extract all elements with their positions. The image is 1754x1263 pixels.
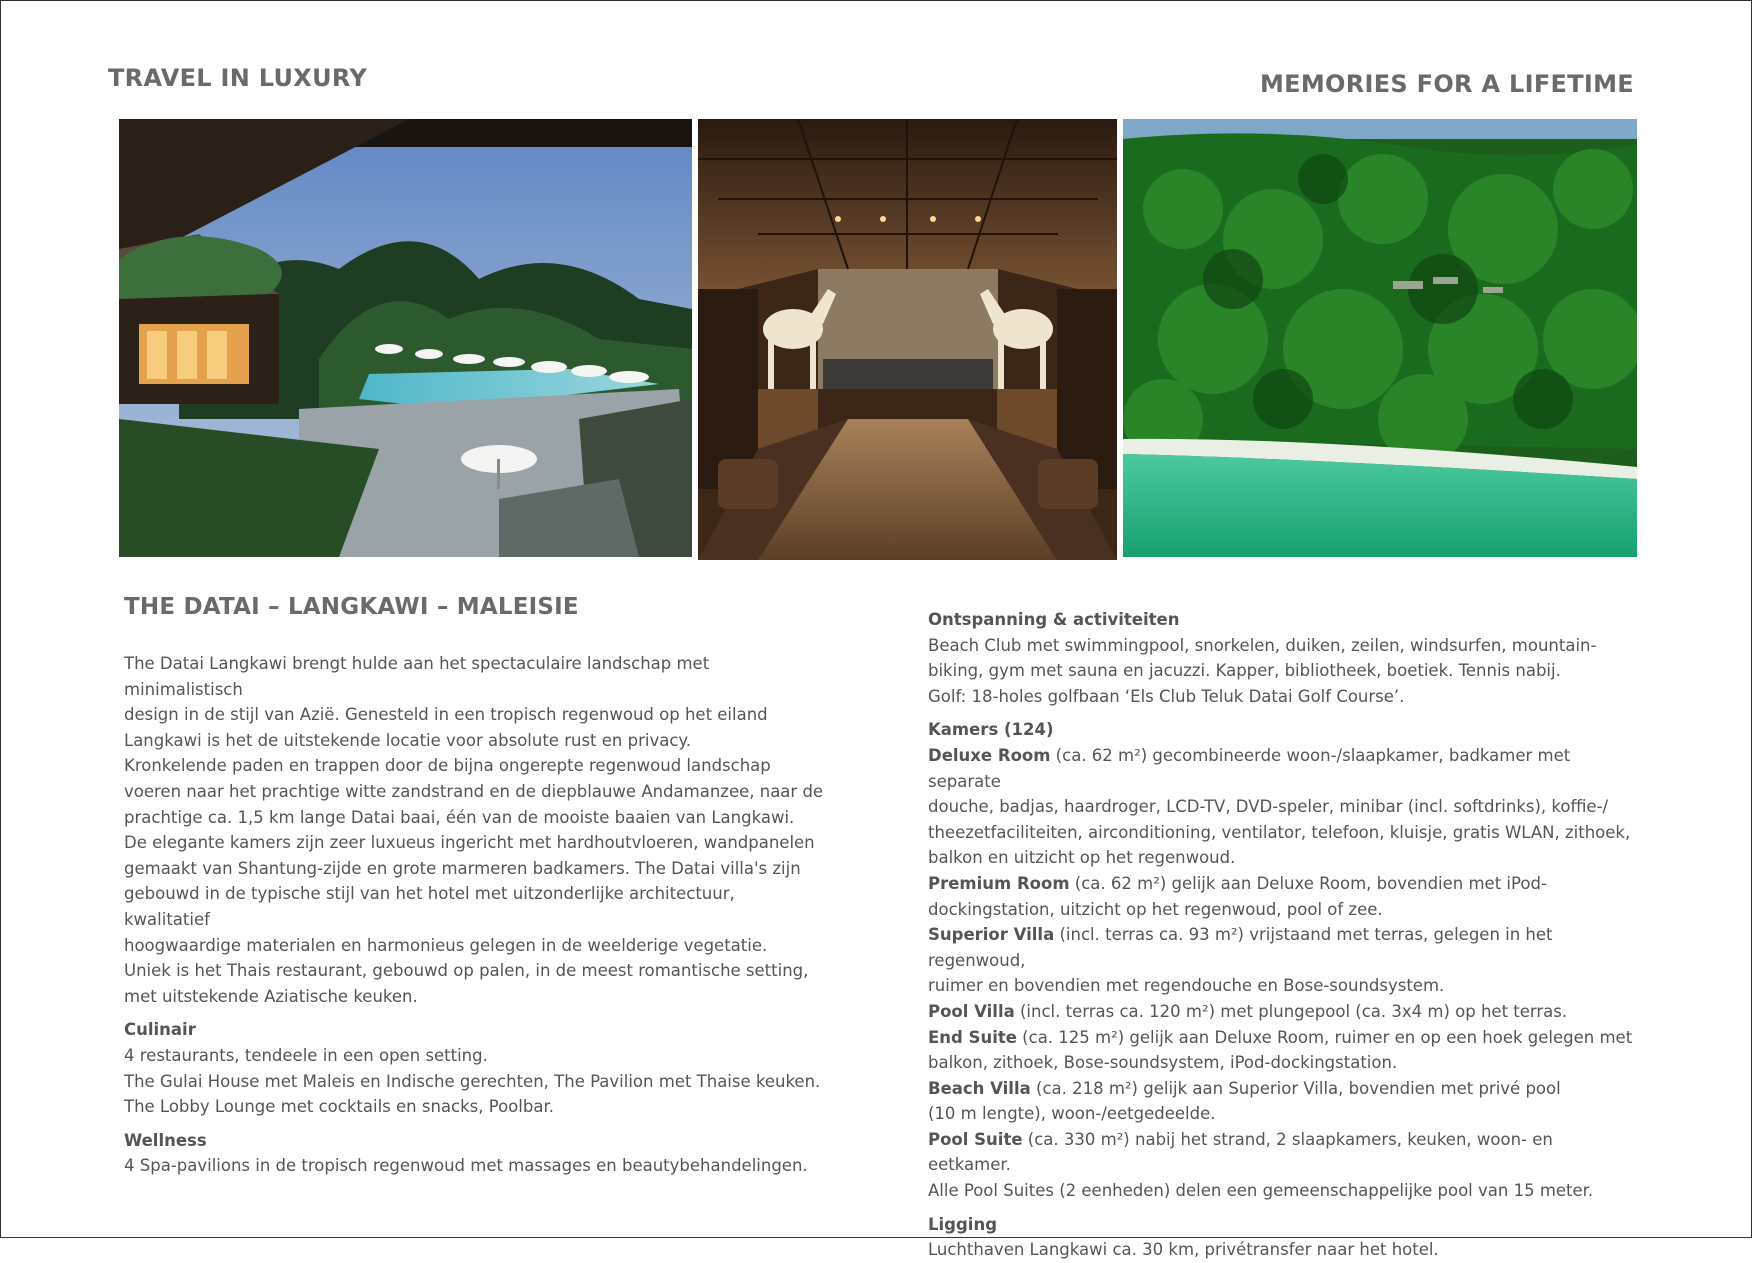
ligging-section	[928, 1212, 1638, 1263]
ontspanning-line: biking, gym met sauna en jacuzzi. Kapper, bibliotheek, boetiek. Tennis nabij.	[928, 661, 1561, 681]
kamers-section	[928, 717, 1638, 1203]
culinair-line: 4 restaurants, tendeele in een open setting.	[124, 1045, 488, 1065]
room-entry	[928, 922, 1638, 973]
room-name: Pool Suite	[928, 1129, 1023, 1149]
room-name: Deluxe Room	[928, 745, 1051, 765]
room-entry	[928, 1076, 1638, 1102]
ligging-heading: Ligging	[928, 1214, 998, 1234]
room-description: (incl. terras ca. 93 m²) vrijstaand met terras, gelegen in het regenwoud,	[928, 925, 1553, 970]
kamers-heading: Kamers (124)	[928, 720, 1054, 740]
room-entry	[928, 1025, 1638, 1051]
room-description-line: Alle Pool Suites (2 eenheden) delen een gemeenschappelijke pool van 15 meter.	[928, 1181, 1594, 1201]
room-description-line: ruimer en bovendien met regendouche en Bose-soundsystem.	[928, 976, 1445, 996]
room-entry	[928, 1127, 1638, 1178]
room-name: Premium Room	[928, 873, 1070, 893]
wellness-line: 4 Spa-pavilions in de tropisch regenwoud met massages en beautybehandelingen.	[124, 1156, 808, 1176]
intro-line: met uitstekende Aziatische keuken.	[124, 986, 418, 1006]
wellness-heading: Wellness	[124, 1130, 207, 1150]
ontspanning-section	[928, 607, 1638, 709]
culinair-heading: Culinair	[124, 1020, 196, 1040]
culinair-line: The Gulai House met Maleis en Indische gerechten, The Pavilion met Thaise keuken.	[124, 1071, 821, 1091]
ontspanning-line: Beach Club met swimmingpool, snorkelen, duiken, zeilen, windsurfen, mountain-	[928, 635, 1597, 655]
intro-paragraph	[124, 651, 824, 1009]
wellness-section	[124, 1128, 824, 1179]
intro-line: design in de stijl van Azië. Genesteld in een tropisch regenwoud op het eiland	[124, 705, 768, 725]
rainforest-beach-photo	[1123, 119, 1637, 557]
room-entry	[928, 871, 1638, 897]
room-name: Superior Villa	[928, 925, 1055, 945]
intro-line: The Datai Langkawi brengt hulde aan het spectaculaire landschap met minimalistisch	[124, 654, 710, 699]
culinair-section	[124, 1017, 824, 1119]
resort-pool-photo	[119, 119, 692, 557]
ligging-line: Luchthaven Langkawi ca. 30 km, privétransfer naar het hotel.	[928, 1240, 1439, 1260]
room-description-line: balkon en uitzicht op het regenwoud.	[928, 848, 1236, 868]
room-description: (ca. 218 m²) gelijk aan Superior Villa, bovendien met privé pool	[1030, 1078, 1561, 1098]
left-column	[124, 593, 824, 1179]
room-description-line: theezetfaciliteiten, airconditioning, ventilator, telefoon, kluisje, gratis WLAN, zithoek,	[928, 822, 1631, 842]
intro-line: Uniek is het Thais restaurant, gebouwd op palen, in de meest romantische setting,	[124, 961, 809, 981]
intro-line: Langkawi is het de uitstekende locatie voor absolute rust en privacy.	[124, 730, 692, 750]
right-column	[928, 607, 1638, 1263]
lobby-horses-photo	[698, 119, 1117, 560]
room-description-line: (10 m lengte), woon-/eetgedeelde.	[928, 1104, 1216, 1124]
intro-line: prachtige ca. 1,5 km lange Datai baai, één van de mooiste baaien van Langkawi.	[124, 807, 795, 827]
room-description: (ca. 125 m²) gelijk aan Deluxe Room, ruimer en op een hoek gelegen met	[1016, 1027, 1633, 1047]
room-name: Pool Villa	[928, 1001, 1015, 1021]
intro-line: hoogwaardige materialen en harmonieus gelegen in de weelderige vegetatie.	[124, 935, 768, 955]
intro-line: Kronkelende paden en trappen door de bijna ongerepte regenwoud landschap	[124, 756, 771, 776]
culinair-line: The Lobby Lounge met cocktails en snacks, Poolbar.	[124, 1097, 554, 1117]
intro-line: gebouwd in de typische stijl van het hotel met uitzonderlijke architectuur, kwalitatief	[124, 884, 735, 929]
room-entry	[928, 999, 1638, 1025]
brand-tagline-right: MEMORIES FOR A LIFETIME	[1259, 70, 1634, 98]
room-description-line: balkon, zithoek, Bose-soundsystem, iPod-dockingstation.	[928, 1053, 1398, 1073]
room-description: (ca. 330 m²) nabij het strand, 2 slaapkamers, keuken, woon- en eetkamer.	[928, 1129, 1553, 1175]
room-description: (ca. 62 m²) gelijk aan Deluxe Room, bovendien met iPod-	[1069, 873, 1547, 893]
room-name: Beach Villa	[928, 1078, 1031, 1098]
room-description: (incl. terras ca. 120 m²) met plungepool (ca. 3x4 m) op het terras.	[1014, 1001, 1568, 1021]
intro-line: De elegante kamers zijn zeer luxueus ingericht met hardhoutvloeren, wandpanelen	[124, 833, 815, 853]
room-description: (ca. 62 m²) gecombineerde woon-/slaapkamer, badkamer met separate	[928, 745, 1571, 791]
brand-tagline-left: TRAVEL IN LUXURY	[108, 64, 368, 92]
room-list	[928, 743, 1638, 1204]
room-description-line: dockingstation, uitzicht op het regenwoud, pool of zee.	[928, 899, 1383, 919]
room-description-line: douche, badjas, haardroger, LCD-TV, DVD-speler, minibar (incl. softdrinks), koffie-/	[928, 797, 1609, 817]
ontspanning-line: Golf: 18-holes golfbaan ‘Els Club Teluk Datai Golf Course’.	[928, 686, 1405, 706]
ontspanning-heading: Ontspanning & activiteiten	[928, 610, 1180, 629]
intro-line: gemaakt van Shantung-zijde en grote marmeren badkamers. The Datai villa's zijn	[124, 858, 801, 878]
intro-line: voeren naar het prachtige witte zandstrand en de diepblauwe Andamanzee, naar de	[124, 781, 824, 801]
room-entry	[928, 743, 1638, 794]
page-title: THE DATAI – LANGKAWI – MALEISIE	[124, 594, 579, 620]
room-name: End Suite	[928, 1027, 1017, 1047]
